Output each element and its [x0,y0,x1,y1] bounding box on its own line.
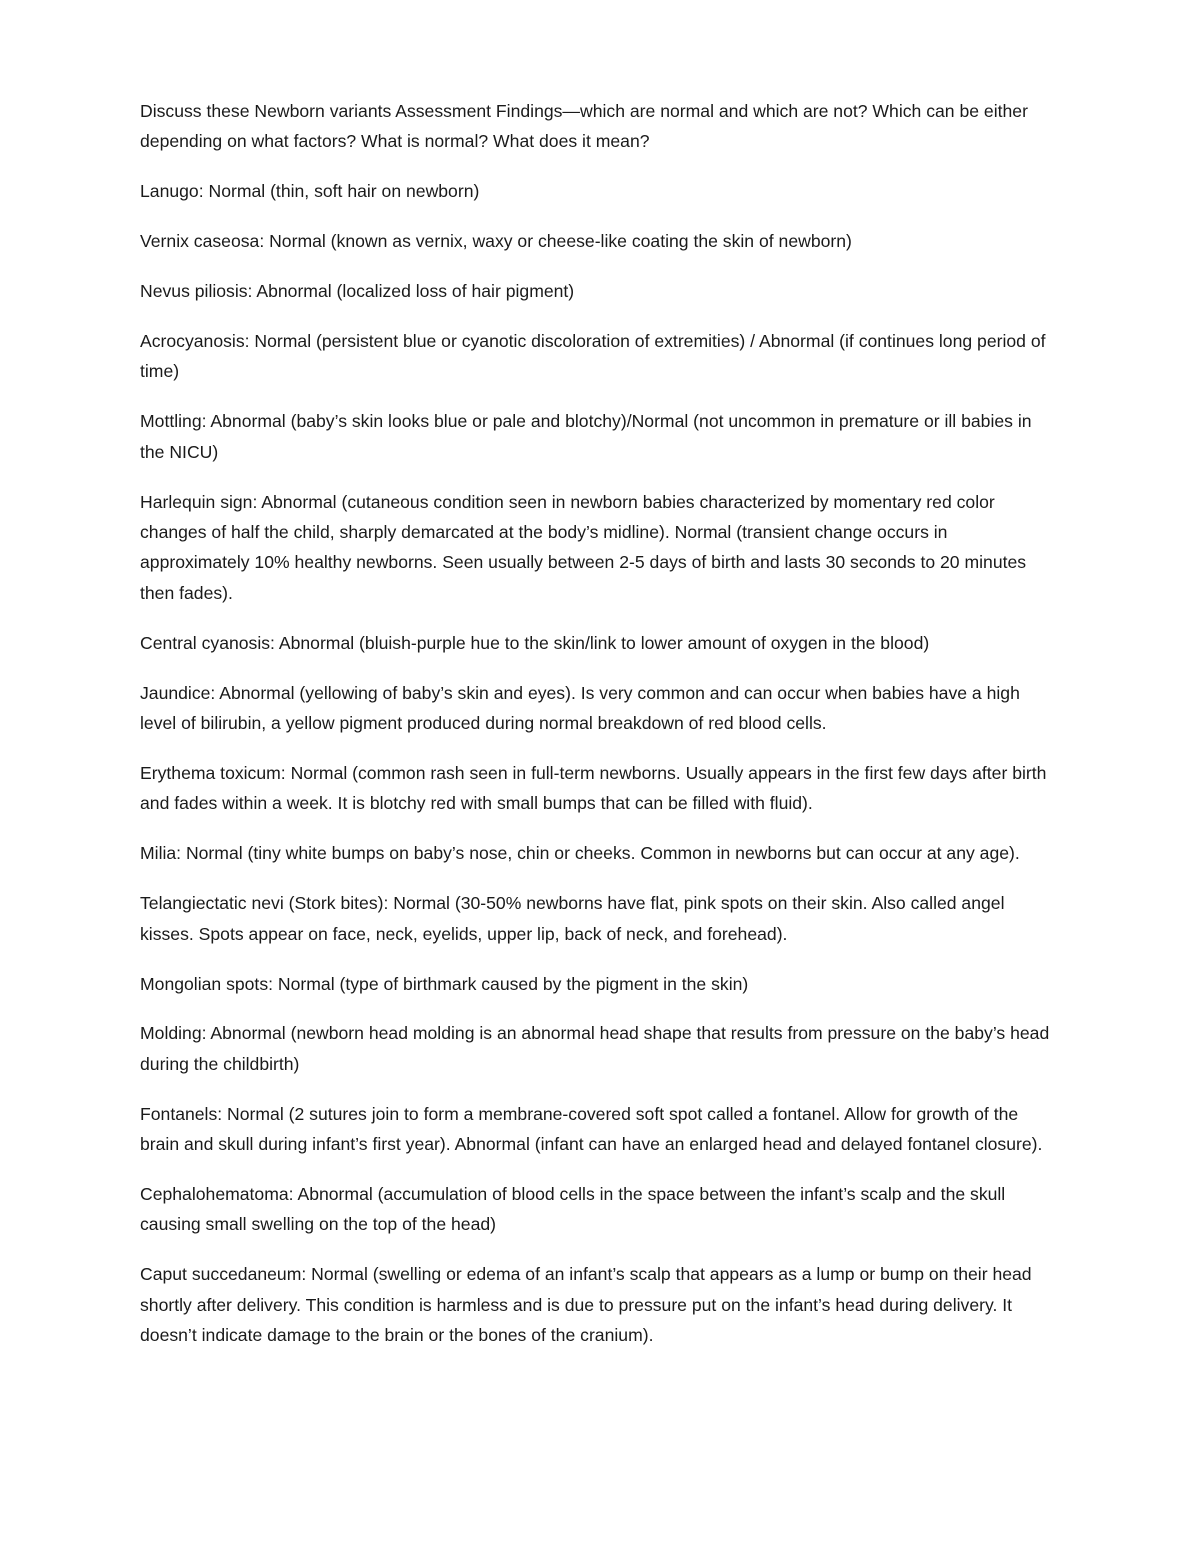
finding-caput-succedaneum: Caput succedaneum: Normal (swelling or edema of an infant’s scalp that appears as a lump or bump on their head shortly after delivery. This condition is harmless and is due to pressure put on the infant’s head during delivery. It doesn’t indicate damage to the brain or the bones of the cranium). [140,1264,1032,1346]
finding-telangiectatic-nevi: Telangiectatic nevi (Stork bites): Normal (30-50% newborns have flat, pink spots on their skin. Also called angel kisses. Spots appear on face, neck, eyelids, upper lip, back of neck, and forehead). [140,893,1005,944]
finding-acrocyanosis: Acrocyanosis: Normal (persistent blue or cyanotic discoloration of extremities) / Abnormal (if continues long period of time) [140,331,1046,382]
finding-jaundice: Jaundice: Abnormal (yellowing of baby’s skin and eyes). Is very common and can occur when babies have a high level of bilirubin, a yellow pigment produced during normal breakdown of red blood cells. [140,682,1020,734]
finding-mongolian-spots: Mongolian spots: Normal (type of birthmark caused by the pigment in the skin) [140,973,749,994]
finding-molding: Molding: Abnormal (newborn head molding is an abnormal head shape that results from pressure on the baby’s head during the childbirth) [140,1023,1050,1074]
intro-paragraph: Discuss these Newborn variants Assessment Findings—which are normal and which are not? Which can be either depending on what factors? What is normal? What does it mean? [140,101,1028,152]
document-body [140,96,1060,1370]
finding-lanugo: Lanugo: Normal (thin, soft hair on newborn) [140,181,480,202]
finding-mottling: Mottling: Abnormal (baby’s skin looks blue or pale and blotchy)/Normal (not uncommon in premature or ill babies in the NICU) [140,411,1032,462]
finding-erythema-toxicum: Erythema toxicum: Normal (common rash seen in full-term newborns. Usually appears in the first few days after birth and fades within a week. It is blotchy red with small bumps that can be filled with fluid). [140,763,1047,814]
finding-harlequin-sign: Harlequin sign: Abnormal (cutaneous condition seen in newborn babies characterized by momentary red color changes of half the child, sharply demarcated at the body’s midline). Normal (transient change occurs in approximately 10% healthy newborns. Seen usually between 2-5 days of birth and lasts 30 seconds to 20 minutes then fades). [140,491,1027,603]
finding-cephalohematoma: Cephalohematoma: Abnormal (accumulation of blood cells in the space between the infant’s scalp and the skull causing small swelling on the top of the head) [140,1184,1006,1235]
finding-fontanels: Fontanels: Normal (2 sutures join to form a membrane-covered soft spot called a fontanel. Allow for growth of the brain and skull during infant’s first year). Abnormal (infant can have an enlarged head and delayed fontanel closure). [140,1103,1043,1155]
finding-nevus-piliosis: Nevus piliosis: Abnormal (localized loss of hair pigment) [140,281,575,302]
finding-milia: Milia: Normal (tiny white bumps on baby’s nose, chin or cheeks. Common in newborns but can occur at any age). [140,843,1020,864]
finding-vernix-caseosa: Vernix caseosa: Normal (known as vernix, waxy or cheese-like coating the skin of newborn) [140,231,852,252]
finding-central-cyanosis: Central cyanosis: Abnormal (bluish-purple hue to the skin/link to lower amount of oxygen in the blood) [140,632,930,653]
